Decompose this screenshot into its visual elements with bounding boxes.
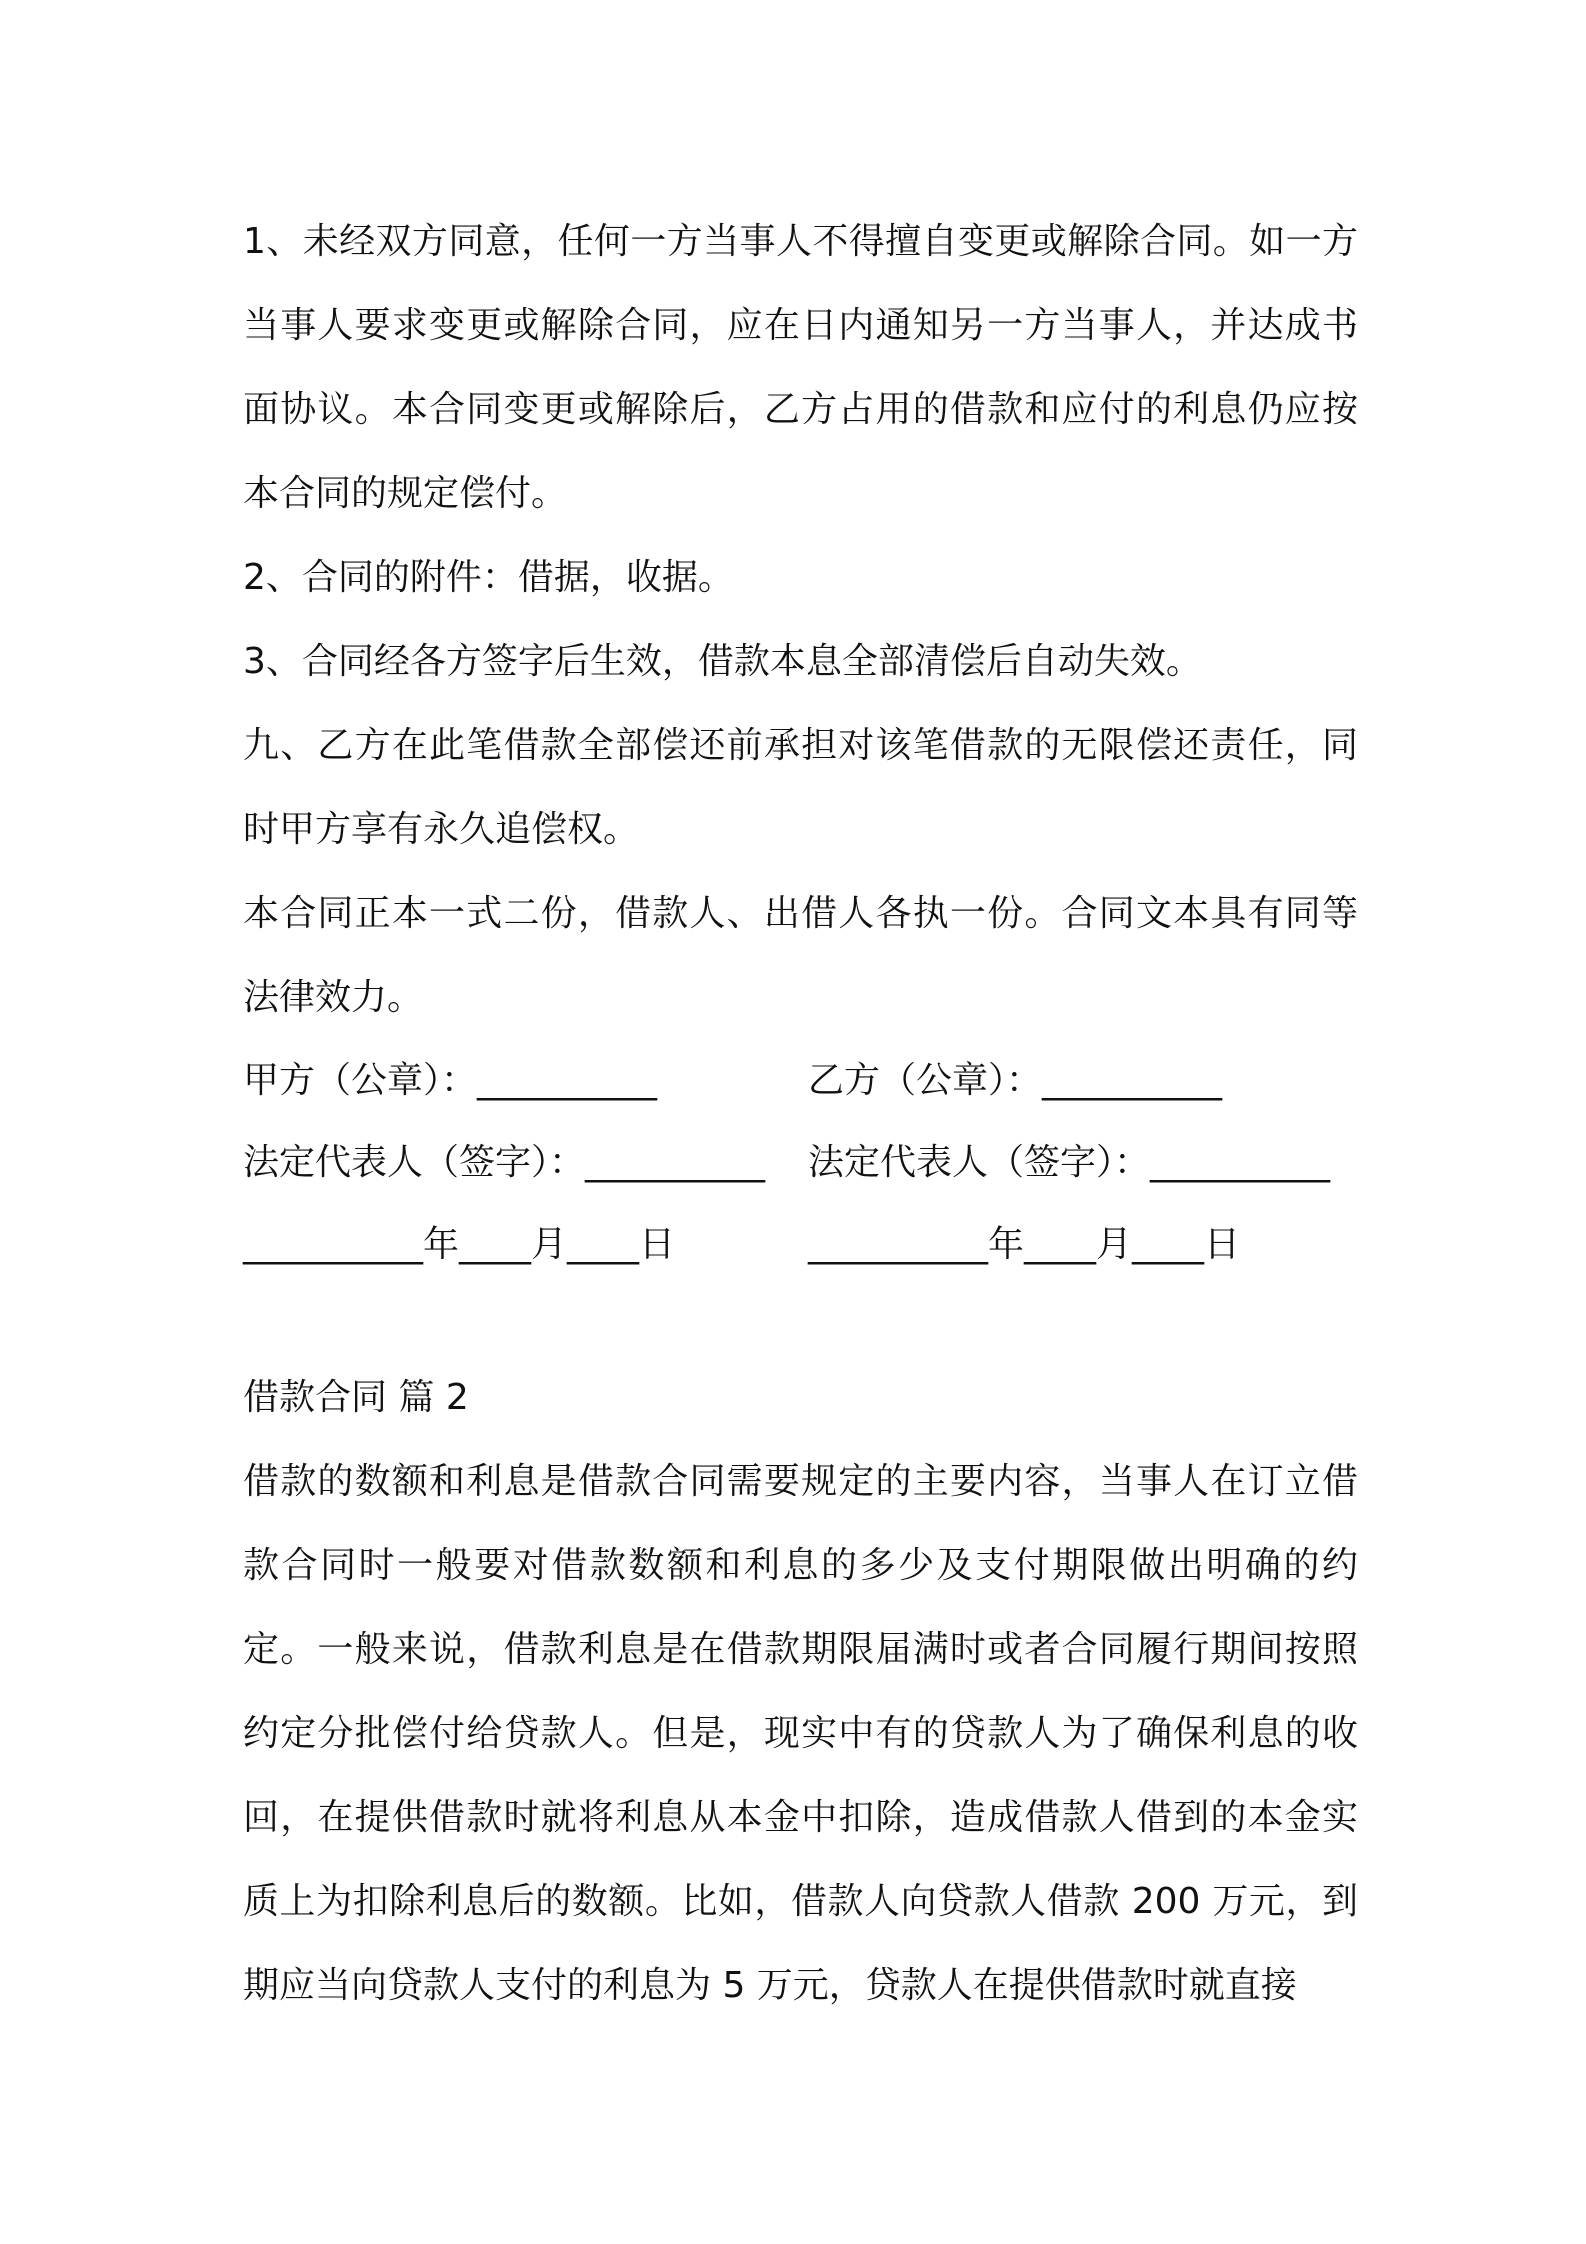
clause-modification-paragraph: 1、未经双方同意，任何一方当事人不得擅自变更或解除合同。如一方当事人要求变更或解除合同，应在日内通知另一方当事人，并达成书面协议。本合同变更或解除后，乙方占用的借款和应付的利息仍应按本合同的规定偿付。 [243, 221, 1358, 514]
copies-paragraph: 本合同正本一式二份，借款人、出借人各执一份。合同文本具有同等法律效力。 [243, 893, 1358, 1018]
document-page [243, 200, 1358, 2028]
section2-paragraph: 借款的数额和利息是借款合同需要规定的主要内容，当事人在订立借款合同时一般要对借款数额和利息的多少及支付期限做出明确的约定。一般来说，借款利息是在借款期限届满时或者合同履行期间按照约定分批偿付给贷款人。但是，现实中有的贷款人为了确保利息的收回，在提供借款时就将利息从本金中扣除，造成借款人借到的本金实质上为扣除利息后的数额。比如，借款人向贷款人借款 200 万元，到期应当向贷款人支付的利息为 5 万元，贷款人在提供借款时就直接 [243, 1461, 1358, 2006]
party-a-date-line: __________年____月____日 [243, 1224, 675, 1265]
clause-attachments-paragraph: 2、合同的附件：借据，收据。 [243, 557, 734, 598]
section-heading: 借款合同 篇 2 [243, 1377, 469, 1418]
party-b-date-line: __________年____月____日 [808, 1224, 1240, 1265]
clause-effective-paragraph: 3、合同经各方签字后生效，借款本息全部清偿后自动失效。 [243, 641, 1202, 682]
party-b-seal-line: 乙方（公章）：__________ [808, 1060, 1223, 1101]
party-a-rep-line: 法定代表人（签字）：__________ [243, 1142, 766, 1183]
section-spacer [243, 1286, 1358, 1356]
signature-rep-row [243, 1122, 1358, 1204]
party-a-seal-line: 甲方（公章）：__________ [243, 1060, 658, 1101]
clause-nine-paragraph: 九、乙方在此笔借款全部偿还前承担对该笔借款的无限偿还责任，同时甲方享有永久追偿权。 [243, 725, 1358, 850]
party-b-rep-line: 法定代表人（签字）：__________ [808, 1142, 1331, 1183]
signature-seal-row [243, 1040, 1358, 1122]
signature-date-row [243, 1204, 1358, 1286]
